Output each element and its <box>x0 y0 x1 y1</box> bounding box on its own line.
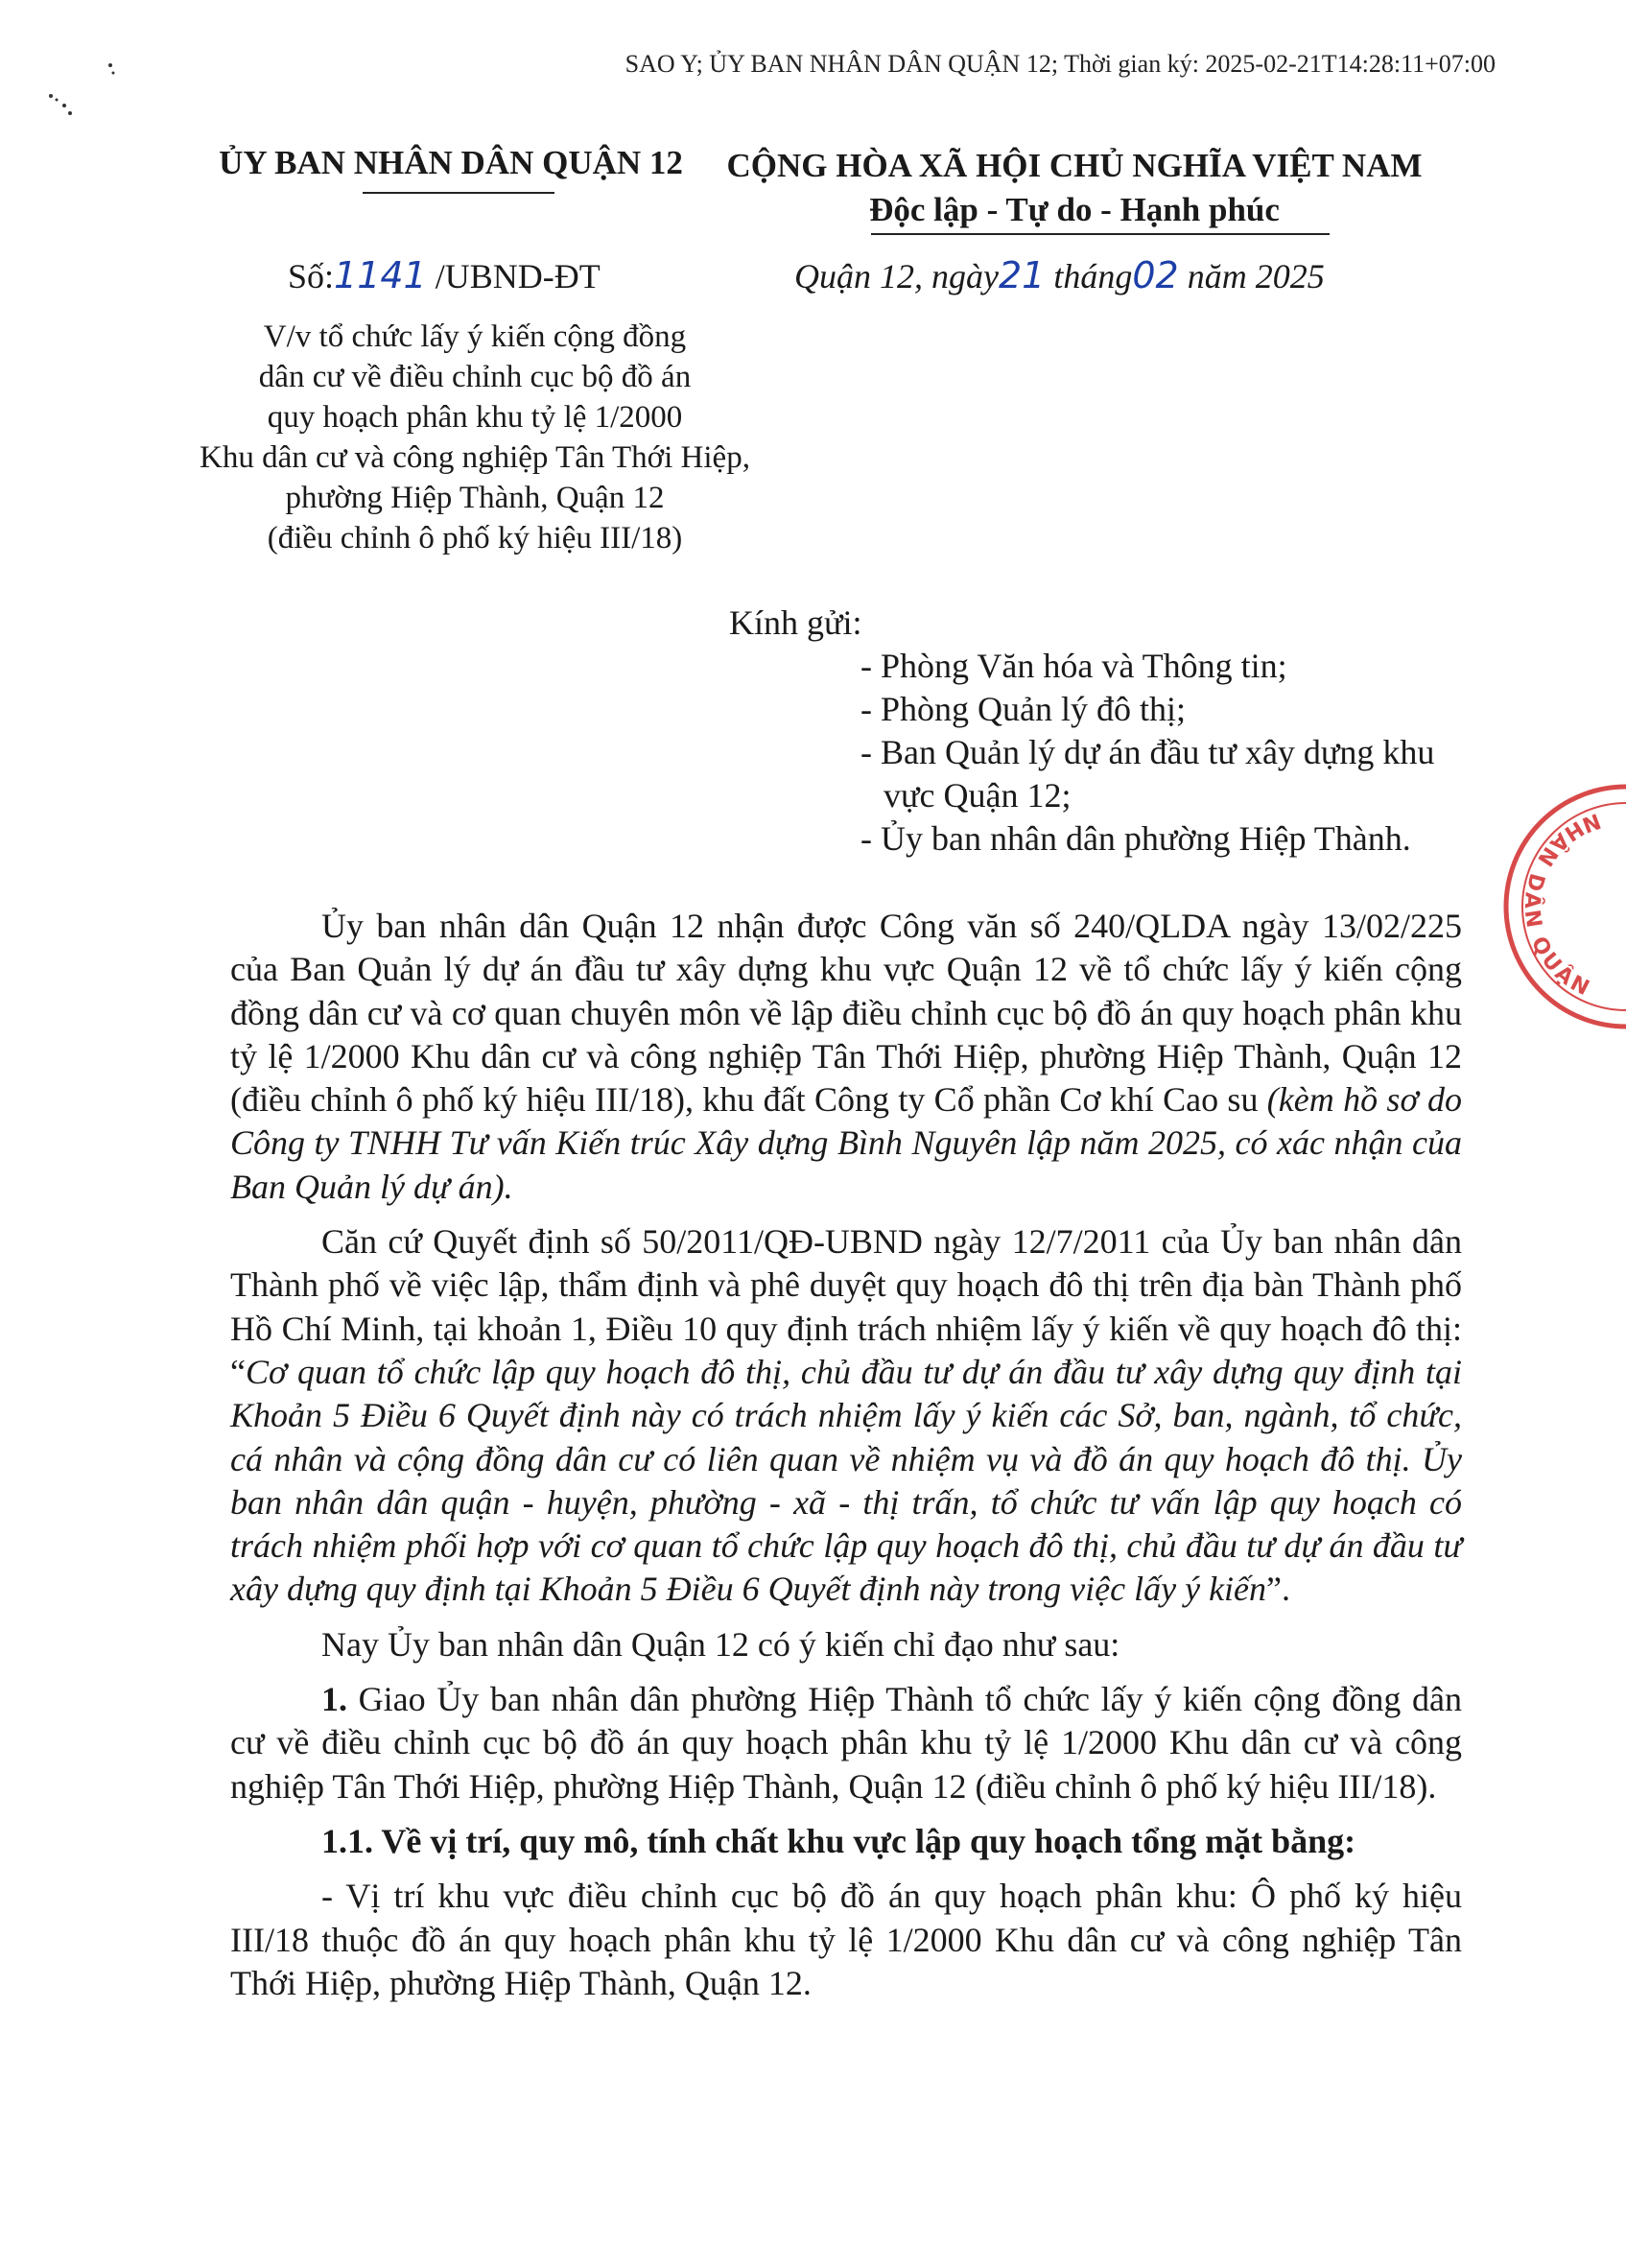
recipient-item: - Ủy ban nhân dân phường Hiệp Thành. <box>860 819 1411 858</box>
paragraph-item-1: 1. Giao Ủy ban nhân dân phường Hiệp Thành tổ chức lấy ý kiến cộng đồng dân cư về điều chỉnh cục bộ đồ án quy hoạch phân khu tỷ lệ 1/2000 Khu dân cư và công nghiệp Tân Thới Hiệp, phường Hiệp Thành, Quận 12 (điều chỉnh ô phố ký hiệu III/18). <box>230 1680 1462 1806</box>
date-day-handwritten: 21 <box>998 254 1046 296</box>
recipient-item: - Ban Quản lý dự án đầu tư xây dựng khu vực Quận 12; <box>860 733 1435 815</box>
date-month-handwritten: 02 <box>1132 254 1179 296</box>
nation-motto: Độc lập - Tự do - Hạnh phúc <box>869 191 1280 228</box>
paragraph-request: Ủy ban nhân dân Quận 12 nhận được Công văn số 240/QLDA ngày 13/02/225 của Ban Quản lý dự án đầu tư xây dựng khu vực Quận 12 về tổ chức lấy ý kiến cộng đồng dân cư và cơ quan chuyên môn về lập điều chỉnh cục bộ đồ án quy hoạch phân khu tỷ lệ 1/2000 Khu dân cư và công nghiệp Tân Thới Hiệp, phường Hiệp Thành, Quận 12 (điều chỉnh ô phố ký hiệu III/18), khu đất Công ty Cổ phần Cơ khí Cao su (kèm hồ sơ do Công ty TNHH Tư vấn Kiến trúc Xây dựng Bình Nguyên lập năm 2025, có xác nhận của Ban Quản lý dự án). <box>230 907 1462 1206</box>
doc-number-handwritten: 1141 <box>334 254 427 296</box>
subject-line: quy hoạch phân khu tỷ lệ 1/2000 <box>267 400 683 435</box>
paragraph-legal-basis: Căn cứ Quyết định số 50/2011/QĐ-UBND ngày 12/7/2011 của Ủy ban nhân dân Thành phố về việc lập, thẩm định và phê duyệt quy hoạch đô thị trên địa bàn Thành phố Hồ Chí Minh, tại khoản 1, Điều 10 quy định trách nhiệm lấy ý kiến về quy hoạch đô thị: “Cơ quan tổ chức lập quy hoạch đô thị, chủ đầu tư dự án đầu tư xây dựng quy định tại Khoản 5 Điều 6 Quyết định này có trách nhiệm lấy ý kiến các Sở, ban, ngành, tổ chức, cá nhân và cộng đồng dân cư có liên quan về nhiệm vụ và đồ án quy hoạch đô thị. Ủy ban nhân dân quận - huyện, phường - xã - thị trấn, tổ chức tư vấn lập quy hoạch có trách nhiệm phối hợp với cơ quan tổ chức lập quy hoạch đô thị, chủ đầu tư dự án đầu tư xây dựng quy định tại Khoản 5 Điều 6 Quyết định này trong việc lấy ý kiến”. <box>230 1222 1462 1609</box>
nation-title: CỘNG HÒA XÃ HỘI CHỦ NGHĨA VIỆT NAM <box>726 147 1423 184</box>
paragraph-directive-intro: Nay Ủy ban nhân dân Quận 12 có ý kiến chỉ đạo như sau: <box>321 1624 1120 1664</box>
digital-copy-stamp-line: SAO Y; ỦY BAN NHÂN DÂN QUẬN 12; Thời gian ký: 2025-02-21T14:28:11+07:00 <box>624 50 1496 78</box>
document-subject <box>182 317 767 558</box>
red-seal-stamp <box>1492 772 1626 1041</box>
issuing-organization: ỦY BAN NHÂN DÂN QUẬN 12 <box>219 144 683 181</box>
section-heading-1-1: 1.1. Về vị trí, quy mô, tính chất khu vực lập quy hoạch tổng mặt bằng: <box>321 1821 1356 1860</box>
scan-specks <box>43 58 139 125</box>
recipient-item: - Phòng Quản lý đô thị; <box>860 690 1186 728</box>
doc-number-suffix: /UBND-ĐT <box>435 257 601 295</box>
subject-line: dân cư về điều chỉnh cục bộ đồ án <box>258 360 692 394</box>
svg-text:NHÂN DÂN QUẬN: NHÂN DÂN QUẬN <box>1519 807 1604 1003</box>
date-month-label: tháng <box>1053 257 1133 295</box>
salutation: Kính gửi: <box>729 603 862 642</box>
document-date <box>794 254 1325 296</box>
recipient-list <box>860 645 1474 861</box>
date-place: Quận 12, ngày <box>794 257 999 295</box>
recipient-item: - Phòng Văn hóa và Thông tin; <box>860 647 1287 685</box>
date-year: năm 2025 <box>1187 257 1325 295</box>
national-header <box>691 144 1458 232</box>
subject-line: V/v tổ chức lấy ý kiến cộng đồng <box>263 319 687 354</box>
subject-line: phường Hiệp Thành, Quận 12 <box>285 481 665 515</box>
motto-underline <box>871 233 1330 235</box>
document-body <box>230 905 1462 2017</box>
paragraph-location: - Vị trí khu vực điều chỉnh cục bộ đồ án quy hoạch phân khu: Ô phố ký hiệu III/18 thuộc đồ án quy hoạch phân khu tỷ lệ 1/2000 Khu dân cư và công nghiệp Tân Thới Hiệp, phường Hiệp Thành, Quận 12. <box>230 1877 1462 2002</box>
document-number <box>288 254 601 296</box>
subject-line: (điều chỉnh ô phố ký hiệu III/18) <box>267 521 683 555</box>
org-underline <box>363 192 554 194</box>
subject-line: Khu dân cư và công nghiệp Tân Thới Hiệp, <box>200 440 750 475</box>
doc-number-prefix: Số: <box>288 257 335 295</box>
